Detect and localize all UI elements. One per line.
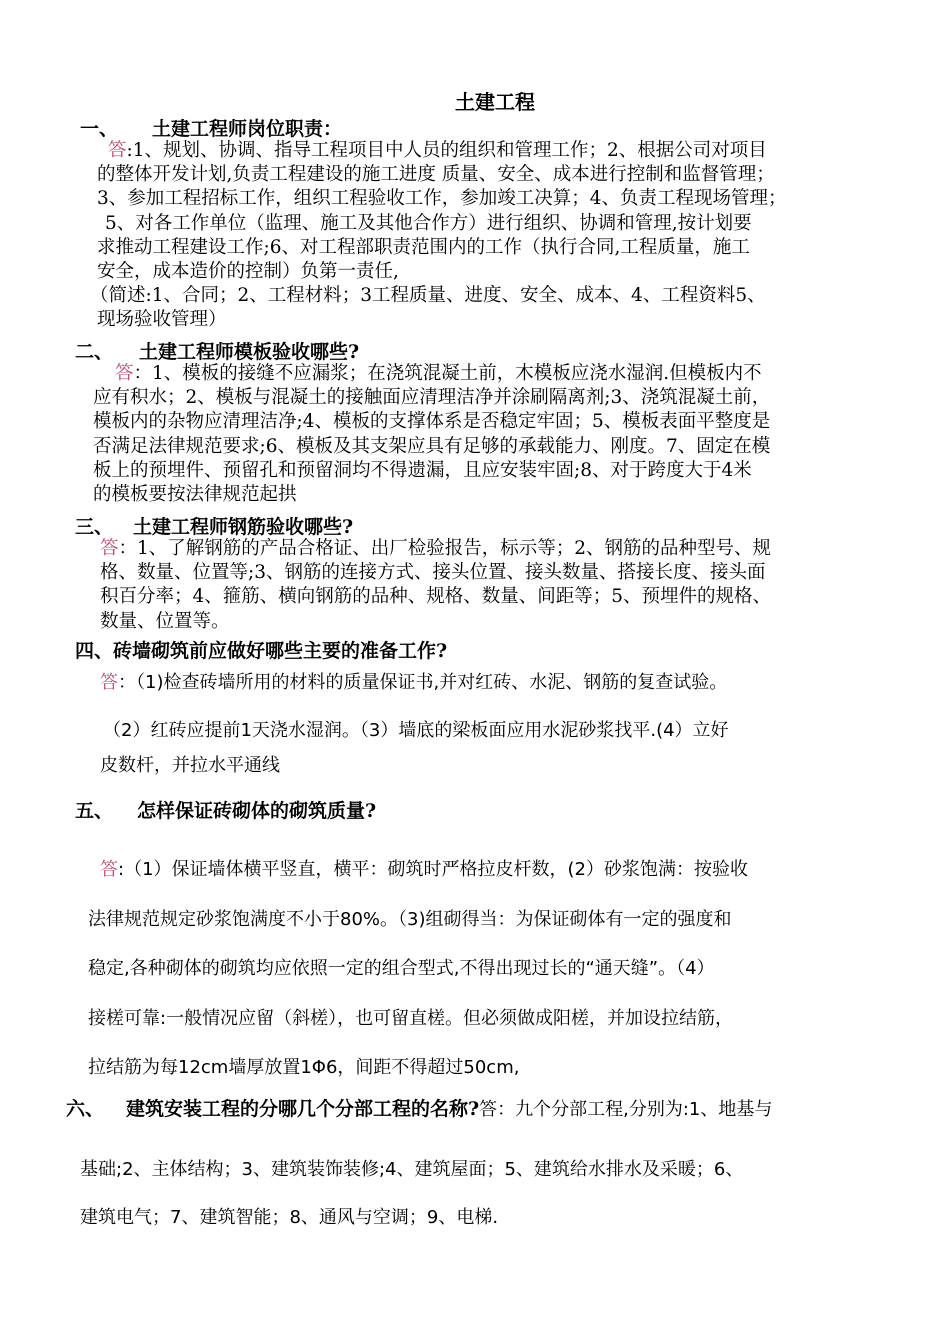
section-5-body — [88, 845, 748, 1093]
section-2-line-5: 板上的预埋件、预留孔和预留洞均不得遗漏，且应安装牢固;8、对于跨度大于4米 — [93, 459, 752, 481]
answer-label: 答 — [115, 363, 134, 384]
section-6-title: 建筑安装工程的分哪几个分部工程的名称? — [126, 1098, 480, 1120]
section-1-line-5: 求推动工程建设工作;6、对工程部职责范围内的工作（执行合同,工程质量，施工 — [97, 236, 750, 258]
section-1-line-7: （简述:1、合同；2、工程材料；3工程质量、进度、安全、成本、4、工程资料5、 — [90, 285, 766, 307]
section-1-number: 一、 — [80, 118, 119, 140]
document-title: 土建工程 — [455, 90, 535, 114]
section-4-title: 砖墙砌筑前应做好哪些主要的准备工作? — [113, 640, 448, 662]
section-6-line-1: 答：九个分部工程,分别为:1、地基与 — [479, 1099, 773, 1120]
section-4-line-1: 答：（1)检查砖墙所用的材料的质量保证书,并对红砖、水泥、钢筋的复查试验。 — [100, 672, 728, 693]
section-3-number: 三、 — [75, 516, 114, 538]
section-4-body — [100, 670, 729, 778]
section-2-line-1: 答：1、模板的接缝不应漏浆；在浇筑混凝土前，木模板应浇水湿润.但模板内不 — [115, 363, 762, 384]
section-5-number: 五、 — [75, 800, 114, 822]
section-2-number: 二、 — [75, 341, 114, 363]
section-4-line-3: 皮数杆，并拉水平通线 — [100, 755, 280, 776]
section-6-line-2: 基础;2、主体结构；3、建筑装饰装修;4、建筑屋面；5、建筑给水排水及采暖；6、 — [80, 1159, 744, 1180]
section-3-line-1: 答：1、了解钢筋的产品合格证、出厂检验报告，标示等；2、钢筋的品种型号、规 — [100, 538, 772, 559]
section-1-line-8: 现场验收管理） — [97, 309, 227, 331]
section-6-first-line — [66, 1094, 772, 1121]
section-2-line-3: 模板内的杂物应清理洁净;4、模板的支撑体系是否稳定牢固；5、模板表面平整度是 — [93, 411, 771, 433]
section-4-number: 四、 — [75, 640, 114, 662]
section-6-body — [80, 1146, 743, 1242]
section-2-line-2: 应有积水；2、模板与混凝土的接触面应清理洁净并涂刷隔离剂;3、浇筑混凝土前， — [93, 387, 771, 409]
section-4-heading — [75, 636, 447, 663]
section-3-body — [100, 537, 771, 634]
section-5-title: 怎样保证砖砌体的砌筑质量? — [137, 800, 377, 822]
section-1-heading — [80, 114, 342, 141]
section-6-line-3: 建筑电气；7、建筑智能；8、通风与空调；9、电梯. — [80, 1207, 499, 1228]
section-3-line-2: 格、数量、位置等;3、钢筋的连接方式、接头位置、接头数量、搭接长度、接头面 — [100, 562, 766, 584]
answer-label: 答 — [100, 672, 118, 693]
section-3-line-4: 数量、位置等。 — [100, 610, 230, 632]
section-5-line-4: 接槎可靠:一般情况应留（斜槎），也可留直槎。但必须做成阳槎，并加设拉结筋， — [88, 1007, 734, 1029]
section-3-heading — [75, 512, 353, 539]
answer-label: 答 — [100, 538, 119, 559]
section-3-line-3: 积百分率；4、箍筋、横向钢筋的品种、规格、数量、间距等；5、预埋件的规格、 — [100, 586, 772, 608]
section-3-title: 土建工程师钢筋验收哪些? — [133, 516, 354, 538]
section-6-number: 六、 — [66, 1098, 105, 1120]
section-5-line-2: 法律规范规定砂浆饱满度不小于80%。（3)组砌得当：为保证砌体有一定的强度和 — [88, 908, 732, 930]
answer-label: 答 — [100, 859, 118, 880]
section-1-line-3: 3、参加工程招标工作，组织工程验收工作，参加竣工决算；4、负责工程现场管理； — [97, 188, 787, 210]
section-1-body — [90, 139, 787, 333]
section-1-title: 土建工程师岗位职责： — [152, 118, 343, 140]
section-1-line-6: 安全，成本造价的控制）负第一责任, — [97, 261, 399, 283]
section-2-body — [93, 362, 770, 507]
section-4-line-2: （2）红砖应提前1天浇水湿润。（3）墙底的梁板面应用水泥砂浆找平.(4）立好 — [103, 720, 729, 741]
section-5-line-3: 稳定,各种砌体的砌筑均应依照一定的组合型式,不得出现过长的“通天缝”。（4） — [88, 958, 715, 979]
section-2-heading — [75, 337, 359, 364]
section-2-title: 土建工程师模板验收哪些? — [139, 341, 360, 363]
section-2-line-6: 的模板要按法律规范起拱 — [93, 484, 297, 506]
section-5-heading — [75, 796, 376, 823]
section-1-line-1: 答:1、规划、协调、指导工程项目中人员的组织和管理工作；2、根据公司对项目 — [108, 140, 767, 161]
answer-label: 答 — [108, 140, 127, 161]
section-1-line-4: 5、对各工作单位（监理、施工及其他合作方）进行组织、协调和管理,按计划要 — [105, 212, 752, 234]
section-6-heading — [66, 1098, 479, 1120]
section-2-line-4: 否满足法律规范要求;6、模板及其支架应具有足够的承载能力、刚度。7、固定在模 — [93, 435, 771, 457]
section-5-line-1: 答:（1）保证墙体横平竖直，横平：砌筑时严格拉皮杆数，(2）砂浆饱满：按验收 — [100, 859, 748, 880]
section-1-line-2: 的整体开发计划,负责工程建设的施工进度 质量、安全、成本进行控制和监督管理； — [97, 164, 775, 186]
section-5-line-5: 拉结筋为每12cm墙厚放置1Φ6，间距不得超过50cm, — [88, 1057, 520, 1078]
